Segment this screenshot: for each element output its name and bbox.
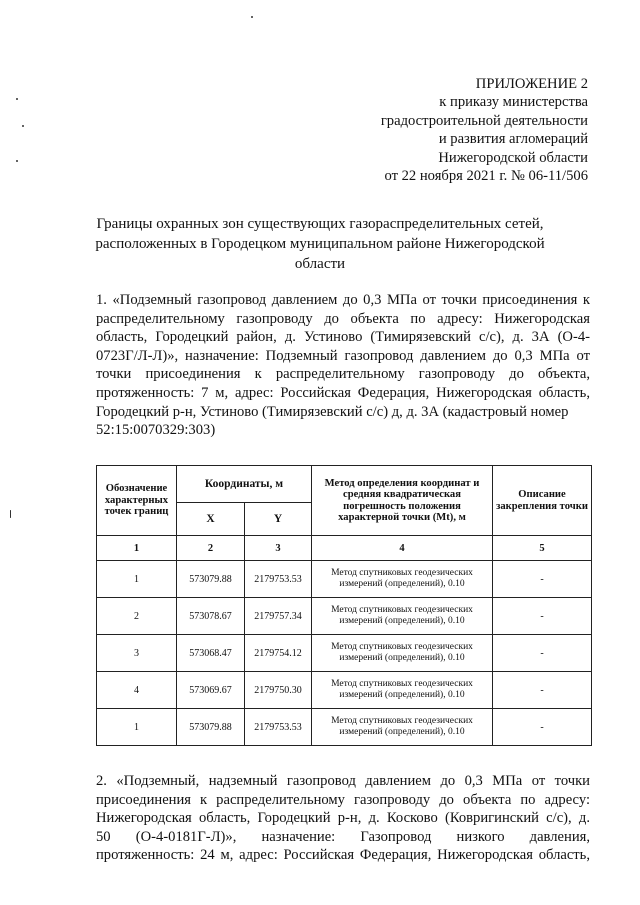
paragraph-line: точки присоединения к распределительному газопроводу до объекта, bbox=[96, 366, 590, 383]
cell-method: Метод спутниковых геодезических измерений (определений), 0.10 bbox=[312, 635, 493, 672]
cell-method: Метод спутниковых геодезических измерений (определений), 0.10 bbox=[312, 672, 493, 709]
header-line: градостроительной деятельности bbox=[380, 112, 588, 129]
header-y: Y bbox=[245, 503, 312, 536]
paragraph-2 bbox=[96, 772, 590, 865]
paragraph-line: Нижегородская область, Городецкий р-н, д. Косково (Ковригинский с/с), д. bbox=[96, 810, 590, 827]
table-row bbox=[97, 561, 592, 598]
scan-speck bbox=[10, 510, 11, 518]
cell-y: 2179753.53 bbox=[245, 709, 312, 746]
paragraph-line: протяженность: 24 м, адрес: Российская Федерация, Нижегородская область, bbox=[96, 847, 590, 864]
column-number: 3 bbox=[245, 536, 312, 561]
table-row bbox=[97, 709, 592, 746]
scan-speck bbox=[16, 160, 18, 162]
paragraph-line: 1. «Подземный газопровод давлением до 0,3 МПа от точки присоединения к bbox=[96, 292, 590, 308]
header-points: Обозначение характерных точек границ bbox=[97, 466, 177, 536]
header-line: Нижегородской области bbox=[438, 149, 588, 166]
title-line: области bbox=[294, 256, 346, 272]
cell-point: 2 bbox=[97, 598, 177, 635]
cell-point: 1 bbox=[97, 561, 177, 598]
column-number: 1 bbox=[97, 536, 177, 561]
column-number: 4 bbox=[312, 536, 493, 561]
title-line: Границы охранных зон существующих газораспределительных сетей, bbox=[96, 216, 544, 232]
title-line: расположенных в Городецком муниципальном районе Нижегородской bbox=[95, 236, 545, 252]
paragraph-line: протяженность: 7 м, адрес: Российская Федерация, Нижегородская область, bbox=[96, 384, 590, 401]
header-description: Описание закрепления точки bbox=[493, 466, 592, 536]
table-row bbox=[97, 598, 592, 635]
cell-description: - bbox=[493, 709, 592, 746]
cell-x: 573068.47 bbox=[177, 635, 245, 672]
cell-x: 573079.88 bbox=[177, 561, 245, 598]
cell-description: - bbox=[493, 672, 592, 709]
header-line: и развития агломераций bbox=[438, 131, 588, 148]
cell-y: 2179750.30 bbox=[245, 672, 312, 709]
paragraph-line: 52:15:0070329:303) bbox=[96, 422, 216, 439]
header-x: X bbox=[177, 503, 245, 536]
paragraph-1 bbox=[96, 291, 590, 440]
cell-x: 573078.67 bbox=[177, 598, 245, 635]
cell-description: - bbox=[493, 561, 592, 598]
scan-speck bbox=[16, 98, 18, 100]
cell-point: 3 bbox=[97, 635, 177, 672]
cell-y: 2179754.12 bbox=[245, 635, 312, 672]
cell-y: 2179753.53 bbox=[245, 561, 312, 598]
document-title bbox=[95, 214, 545, 274]
scan-speck bbox=[251, 16, 253, 18]
header-coords: Координаты, м bbox=[177, 466, 312, 503]
paragraph-line: Городецкий р-н, Устиново (Тимирязевский с/с) д, д. 3А (кадастровый номер bbox=[96, 403, 569, 420]
header-line: от 22 ноября 2021 г. № 06-11/506 bbox=[384, 168, 588, 185]
paragraph-line: присоединения к распределительному газопроводу до объекта по адресу: bbox=[96, 791, 590, 808]
scan-speck bbox=[22, 125, 24, 127]
appendix-header bbox=[328, 75, 588, 185]
paragraph-line: 0723Г/Л-Л)», назначение: Подземный газопровод давлением до 0,3 МПа от bbox=[96, 347, 590, 364]
column-number: 5 bbox=[493, 536, 592, 561]
cell-method: Метод спутниковых геодезических измерений (определений), 0.10 bbox=[312, 598, 493, 635]
paragraph-line: 50 (О-4-0181Г-Л)», назначение: Газопровод низкого давления, bbox=[96, 828, 590, 845]
paragraph-line: область, Городецкий район, д. Устиново (Тимирязевский с/с), д. 3А (О-4- bbox=[96, 329, 590, 346]
cell-method: Метод спутниковых геодезических измерений (определений), 0.10 bbox=[312, 561, 493, 598]
table-row bbox=[97, 635, 592, 672]
header-line: к приказу министерства bbox=[439, 94, 588, 111]
cell-point: 1 bbox=[97, 709, 177, 746]
paragraph-line: 2. «Подземный, надземный газопровод давлением до 0,3 МПа от точки bbox=[96, 773, 590, 789]
cell-description: - bbox=[493, 598, 592, 635]
paragraph-line: распределительному газопроводу до объекта по адресу: Нижегородская bbox=[96, 310, 590, 327]
cell-x: 573069.67 bbox=[177, 672, 245, 709]
cell-x: 573079.88 bbox=[177, 709, 245, 746]
cell-description: - bbox=[493, 635, 592, 672]
header-method: Метод определения координат и средняя квадратическая погрешность положения характерной точки (Mt), м bbox=[312, 466, 493, 536]
coordinates-table bbox=[96, 465, 592, 746]
cell-method: Метод спутниковых геодезических измерений (определений), 0.10 bbox=[312, 709, 493, 746]
table-row bbox=[97, 672, 592, 709]
cell-y: 2179757.34 bbox=[245, 598, 312, 635]
header-line: ПРИЛОЖЕНИЕ 2 bbox=[475, 76, 588, 92]
cell-point: 4 bbox=[97, 672, 177, 709]
column-number: 2 bbox=[177, 536, 245, 561]
